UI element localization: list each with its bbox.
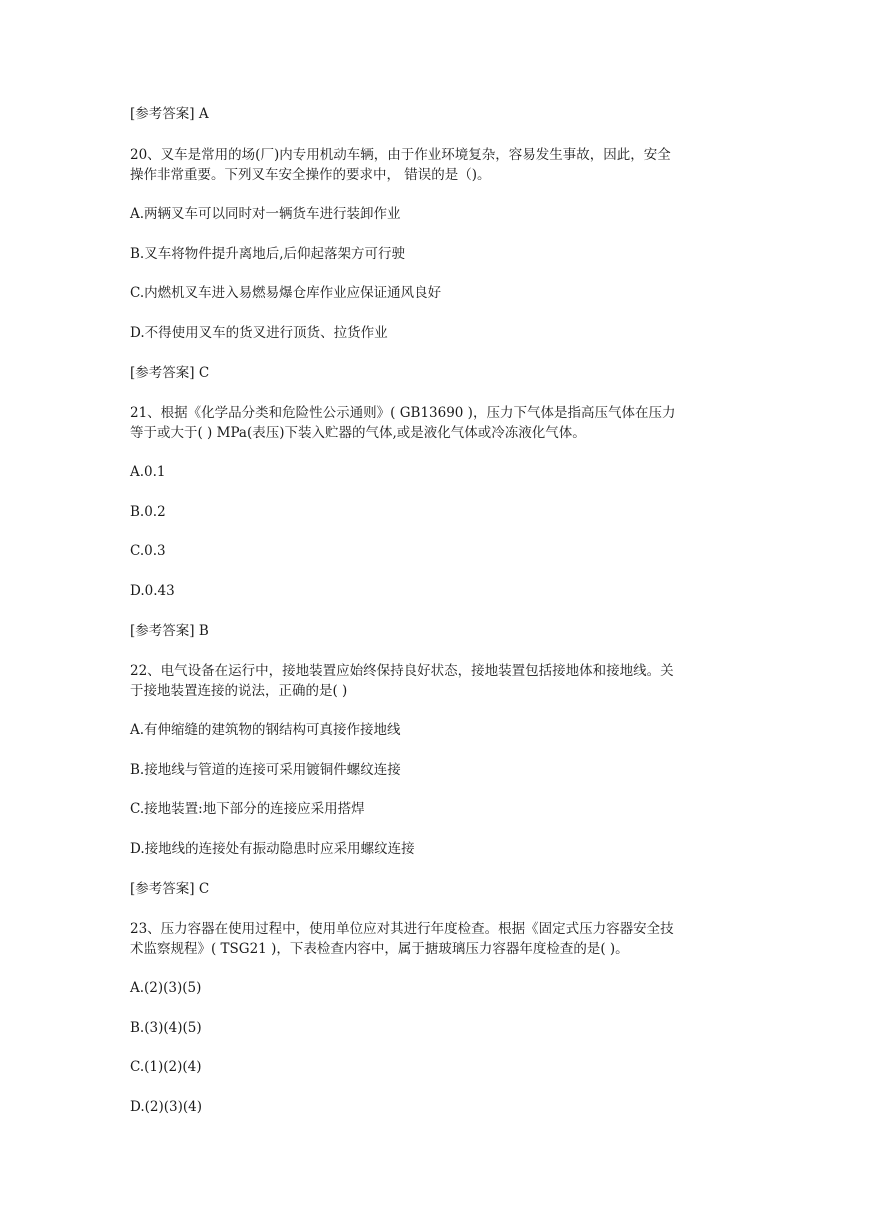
question-20-option-c: C.内燃机叉车进入易燃易爆仓库作业应保证通风良好 xyxy=(130,285,442,301)
question-21-option-b: B.0.2 xyxy=(130,504,166,520)
question-22-option-d: D.接地线的连接处有振动隐患时应采用螺纹连接 xyxy=(130,841,415,857)
question-21-option-a: A.0.1 xyxy=(130,464,166,480)
question-20-option-a: A.两辆叉车可以同时对一辆货车进行装卸作业 xyxy=(130,206,401,222)
question-21-line-2: 等于或大于( ) MPa(表压)下装入贮器的气体,或是液化气体或冷冻液化气体。 xyxy=(130,425,586,441)
answer-19: [参考答案] A xyxy=(130,106,209,122)
question-23-line-1: 23、压力容器在使用过程中，使用单位应对其进行年度检查。根据《固定式压力容器安全技 xyxy=(130,921,674,937)
question-23-option-d: D.(2)(3)(4) xyxy=(130,1099,203,1115)
question-21-line-1: 21、根据《化学品分类和危险性公示通则》( GB13690 )，压力下气体是指高压气体在压力 xyxy=(130,405,676,421)
answer-21: [参考答案] B xyxy=(130,623,209,639)
question-20-line-2: 操作非常重要。下列叉车安全操作的要求中， 错误的是（)。 xyxy=(130,167,491,183)
question-21-option-c: C.0.3 xyxy=(130,543,166,559)
question-23-option-a: A.(2)(3)(5) xyxy=(130,980,202,996)
question-21-option-d: D.0.43 xyxy=(130,583,175,599)
question-22-line-1: 22、电气设备在运行中，接地装置应始终保持良好状态，接地装置包括接地体和接地线。关 xyxy=(130,663,674,679)
question-22-line-2: 于接地装置连接的说法，正确的是( ) xyxy=(130,683,348,699)
question-23-line-2: 术监察规程》( TSG21 )，下表检查内容中，属于搪玻璃压力容器年度检查的是( )。 xyxy=(130,941,629,957)
question-20-option-b: B.叉车将物件提升离地后,后仰起落架方可行驶 xyxy=(130,246,406,262)
question-22-option-c: C.接地装置:地下部分的连接应采用搭焊 xyxy=(130,801,365,817)
question-22-option-a: A.有伸缩缝的建筑物的钢结构可真接作接地线 xyxy=(130,722,401,738)
answer-20: [参考答案] C xyxy=(130,365,210,381)
question-23-option-c: C.(1)(2)(4) xyxy=(130,1059,202,1075)
answer-22: [参考答案] C xyxy=(130,881,210,897)
question-20-line-1: 20、叉车是常用的场(厂)内专用机动车辆，由于作业环境复杂，容易发生事故，因此，安全 xyxy=(130,147,671,163)
question-20-option-d: D.不得使用叉车的货叉进行顶货、拉货作业 xyxy=(130,325,388,341)
question-22-option-b: B.接地线与管道的连接可采用镀铜件螺纹连接 xyxy=(130,762,401,778)
question-23-option-b: B.(3)(4)(5) xyxy=(130,1020,202,1036)
